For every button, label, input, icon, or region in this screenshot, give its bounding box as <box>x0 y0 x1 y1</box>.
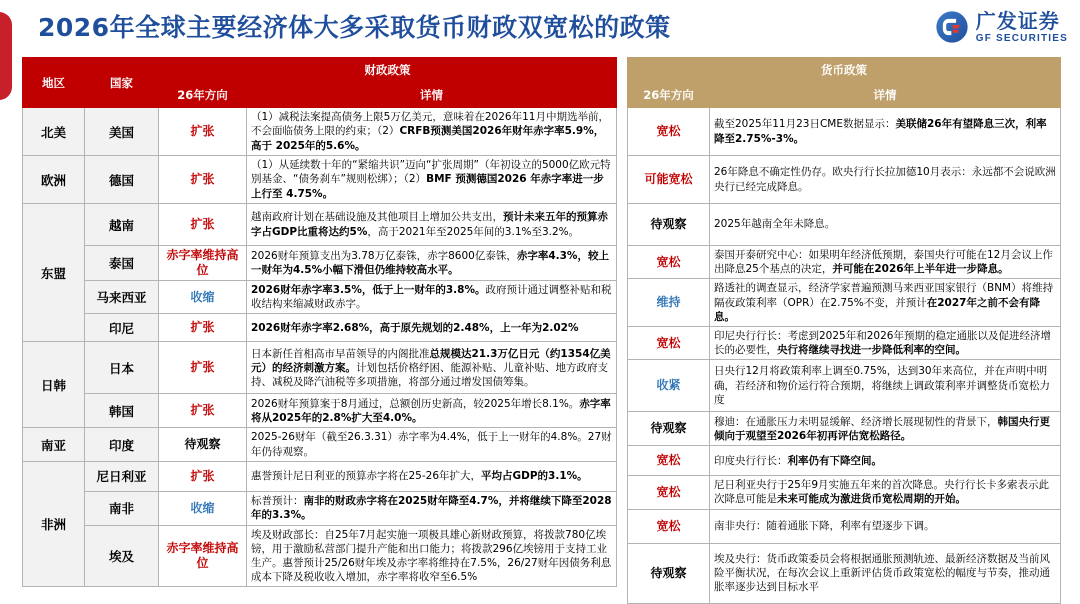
fiscal-table-body <box>23 108 617 587</box>
cell-monetary-direction: 收紧 <box>628 360 710 412</box>
fiscal-policy-table <box>22 57 617 587</box>
table-row <box>23 394 617 428</box>
monetary-policy-table <box>627 57 1061 604</box>
table-row <box>23 156 617 204</box>
table-row <box>628 156 1061 204</box>
cell-monetary-direction: 待观察 <box>628 543 710 603</box>
cell-country: 德国 <box>85 156 159 204</box>
cell-fiscal-detail: 2026财年预算支出为3.78万亿泰铢，赤字8600亿泰铢，赤字率4.3%，较上一财年为4.5%小幅下滑但仍维持较高水平。 <box>247 246 617 281</box>
cell-country: 南非 <box>85 491 159 525</box>
logo-text-en: GF SECURITIES <box>975 32 1068 44</box>
cell-fiscal-direction: 扩张 <box>159 461 247 491</box>
cell-monetary-direction: 宽松 <box>628 476 710 509</box>
cell-monetary-detail: 印尼央行行长：考虑到2025年和2026年预期的稳定通胀以及促进经济增长的必要性，央行将继续寻找进一步降低利率的空间。 <box>710 326 1061 359</box>
monetary-header-row-2 <box>628 83 1061 108</box>
monetary-col-group: 货币政策 <box>628 58 1061 83</box>
cell-region: 日韩 <box>23 342 85 428</box>
cell-fiscal-detail: 标普预计：南非的财政赤字将在2025财年降至4.7%，并将继续下降至2028年的3.3%。 <box>247 491 617 525</box>
logo-text-cn: 广发证券 <box>975 8 1060 33</box>
cell-monetary-detail: 截至2025年11月23日CME数据显示：美联储26年有望降息三次，利率降至2.75%-3%。 <box>710 108 1061 156</box>
cell-monetary-detail: 2025年越南全年未降息。 <box>710 204 1061 246</box>
cell-region: 欧洲 <box>23 156 85 204</box>
table-row <box>23 281 617 314</box>
table-row <box>628 543 1061 603</box>
table-row <box>23 246 617 281</box>
cell-fiscal-direction: 扩张 <box>159 314 247 342</box>
table-row <box>628 326 1061 359</box>
fiscal-col-region: 地区 <box>23 58 85 108</box>
cell-monetary-detail: 路透社的调查显示，经济学家普遍预测马来西亚国家银行（BNM）将维持隔夜政策利率（OPR）在2.75%不变，并预计在2027年之前不会有降息。 <box>710 279 1061 327</box>
cell-country: 越南 <box>85 204 159 246</box>
cell-fiscal-detail: 越南政府计划在基础设施及其他项目上增加公共支出，预计未来五年的预算赤字占GDP比重将达约5%，高于2021年至2025年间的3.1%至3.2%。 <box>247 204 617 246</box>
monetary-col-direction: 26年方向 <box>628 83 710 108</box>
gf-logo-icon <box>935 10 969 44</box>
cell-fiscal-detail: 埃及财政部长：自25年7月起实施一项极具雄心新财政预算，将拨款780亿埃镑，用于激励私营部门提升产能和出口能力；将拨款296亿埃镑用于支持工业生产。惠誉预计25/26财年埃及赤字率将维持在7.5%，26/27财年因债务利息成本下降及税收收入增加，赤字率将收窄至6.5% <box>247 525 617 587</box>
cell-country: 美国 <box>85 108 159 156</box>
table-row <box>23 204 617 246</box>
table-row <box>628 204 1061 246</box>
cell-country: 尼日利亚 <box>85 461 159 491</box>
table-row <box>23 428 617 461</box>
cell-monetary-direction: 可能宽松 <box>628 156 710 204</box>
cell-fiscal-detail: 日本新任首相高市早苗领导的内阁批准总规模达21.3万亿日元（约1354亿美元）的经济刺激方案。计划包括价格纾困、能源补贴、儿童补贴、地方政府支持、减税及降汽油税等多项措施，将部分通过增发国债筹集。 <box>247 342 617 394</box>
fiscal-col-detail: 详情 <box>247 83 617 108</box>
table-row <box>628 279 1061 327</box>
cell-region: 非洲 <box>23 461 85 587</box>
fiscal-header-row-1 <box>23 58 617 83</box>
cell-monetary-direction: 维持 <box>628 279 710 327</box>
cell-monetary-detail: 尼日利亚央行于25年9月实施五年来的首次降息。央行行长卡多索表示此次降息可能是未来可能成为激进货币宽松周期的开始。 <box>710 476 1061 509</box>
cell-monetary-detail: 穆迪：在通胀压力未明显缓解、经济增长展现韧性的背景下，韩国央行更倾向于观望至2026年初再评估宽松路径。 <box>710 412 1061 446</box>
table-row <box>628 246 1061 279</box>
cell-fiscal-direction: 赤字率维持高位 <box>159 246 247 281</box>
page-header <box>0 0 1080 54</box>
cell-country: 印尼 <box>85 314 159 342</box>
cell-fiscal-detail: 2026财年赤字率2.68%，高于原先规划的2.48%，上一年为2.02% <box>247 314 617 342</box>
cell-region: 东盟 <box>23 204 85 342</box>
cell-fiscal-direction: 赤字率维持高位 <box>159 525 247 587</box>
cell-monetary-detail: 印度央行行长：利率仍有下降空间。 <box>710 446 1061 476</box>
fiscal-col-group: 财政政策 <box>159 58 617 83</box>
cell-fiscal-direction: 扩张 <box>159 156 247 204</box>
cell-monetary-direction: 宽松 <box>628 246 710 279</box>
cell-monetary-detail: 南非央行：随着通胀下降，利率有望逐步下调。 <box>710 509 1061 543</box>
table-row <box>23 525 617 587</box>
page-title: 2026年全球主要经济体大多采取货币财政双宽松的政策 <box>38 13 671 42</box>
table-row <box>23 342 617 394</box>
cell-country: 埃及 <box>85 525 159 587</box>
monetary-col-detail: 详情 <box>710 83 1061 108</box>
cell-region: 北美 <box>23 108 85 156</box>
cell-monetary-direction: 宽松 <box>628 446 710 476</box>
table-row <box>628 476 1061 509</box>
cell-fiscal-detail: 2026财年赤字率3.5%，低于上一财年的3.8%。政府预计通过调整补贴和税收结构来缩减财政赤字。 <box>247 281 617 314</box>
cell-fiscal-detail: （1）从延续数十年的“紧缩共识”迈向“扩张周期”（年初设立的5000亿欧元特别基金、“债务刹车”规则松绑）；（2）BMF 预测德国2026 年赤字率进一步上行至 4.75%。 <box>247 156 617 204</box>
cell-region: 南亚 <box>23 428 85 461</box>
cell-fiscal-detail: （1）减税法案提高债务上限5万亿美元，意味着在2026年11月中期选举前，不会面临债务上限的约束；（2）CRFB预测美国2026年财年赤字率5.9%，高于 2025年的5.6%。 <box>247 108 617 156</box>
cell-fiscal-direction: 收缩 <box>159 281 247 314</box>
cell-fiscal-direction: 扩张 <box>159 342 247 394</box>
cell-country: 马来西亚 <box>85 281 159 314</box>
cell-country: 日本 <box>85 342 159 394</box>
monetary-table-head <box>628 58 1061 108</box>
cell-monetary-direction: 待观察 <box>628 204 710 246</box>
cell-country: 韩国 <box>85 394 159 428</box>
cell-fiscal-direction: 收缩 <box>159 491 247 525</box>
table-row <box>628 446 1061 476</box>
fiscal-col-direction: 26年方向 <box>159 83 247 108</box>
cell-monetary-detail: 泰国开泰研究中心：如果明年经济低预期，泰国央行可能在12月会议上作出降息25个基点的决定，并可能在2026年上半年进一步降息。 <box>710 246 1061 279</box>
cell-monetary-direction: 宽松 <box>628 326 710 359</box>
table-row <box>23 108 617 156</box>
table-row <box>628 412 1061 446</box>
cell-fiscal-detail: 2026财年预算案于8月通过，总额创历史新高，较2025年增长8.1%。赤字率将从2025年的2.8%扩大至4.0%。 <box>247 394 617 428</box>
cell-monetary-direction: 宽松 <box>628 509 710 543</box>
table-row <box>628 108 1061 156</box>
cell-fiscal-direction: 待观察 <box>159 428 247 461</box>
fiscal-table-head <box>23 58 617 108</box>
cell-country: 泰国 <box>85 246 159 281</box>
table-row <box>628 509 1061 543</box>
cell-monetary-direction: 待观察 <box>628 412 710 446</box>
cell-monetary-detail: 日央行12月将政策利率上调至0.75%，达到30年来高位，并在声明中明确，若经济和物价运行符合预期，将继续上调政策利率并调整货币宽松力度 <box>710 360 1061 412</box>
cell-monetary-detail: 埃及央行：货币政策委员会将根据通胀预测轨迹、最新经济数据及当前风险平衡状况，在每次会议上重新评估货币政策宽松的幅度与节奏，推动通胀率逐步达到目标水平 <box>710 543 1061 603</box>
cell-monetary-detail: 26年降息不确定性仍存。欧央行行长拉加德10月表示：永远都不会说欧洲央行已经完成降息。 <box>710 156 1061 204</box>
brand-logo <box>935 10 1068 44</box>
monetary-header-row-1 <box>628 58 1061 83</box>
table-row <box>23 461 617 491</box>
cell-fiscal-detail: 2025-26财年（截至26.3.31）赤字率为4.4%，低于上一财年的4.8%。27财年仍待观察。 <box>247 428 617 461</box>
cell-fiscal-detail: 惠誉预计尼日利亚的预算赤字将在25-26年扩大，平均占GDP的3.1%。 <box>247 461 617 491</box>
cell-fiscal-direction: 扩张 <box>159 394 247 428</box>
cell-fiscal-direction: 扩张 <box>159 108 247 156</box>
table-row <box>628 360 1061 412</box>
table-row <box>23 314 617 342</box>
tables-container <box>0 57 1080 594</box>
fiscal-col-country: 国家 <box>85 58 159 108</box>
cell-monetary-direction: 宽松 <box>628 108 710 156</box>
cell-country: 印度 <box>85 428 159 461</box>
table-row <box>23 491 617 525</box>
cell-fiscal-direction: 扩张 <box>159 204 247 246</box>
monetary-table-body <box>628 108 1061 604</box>
